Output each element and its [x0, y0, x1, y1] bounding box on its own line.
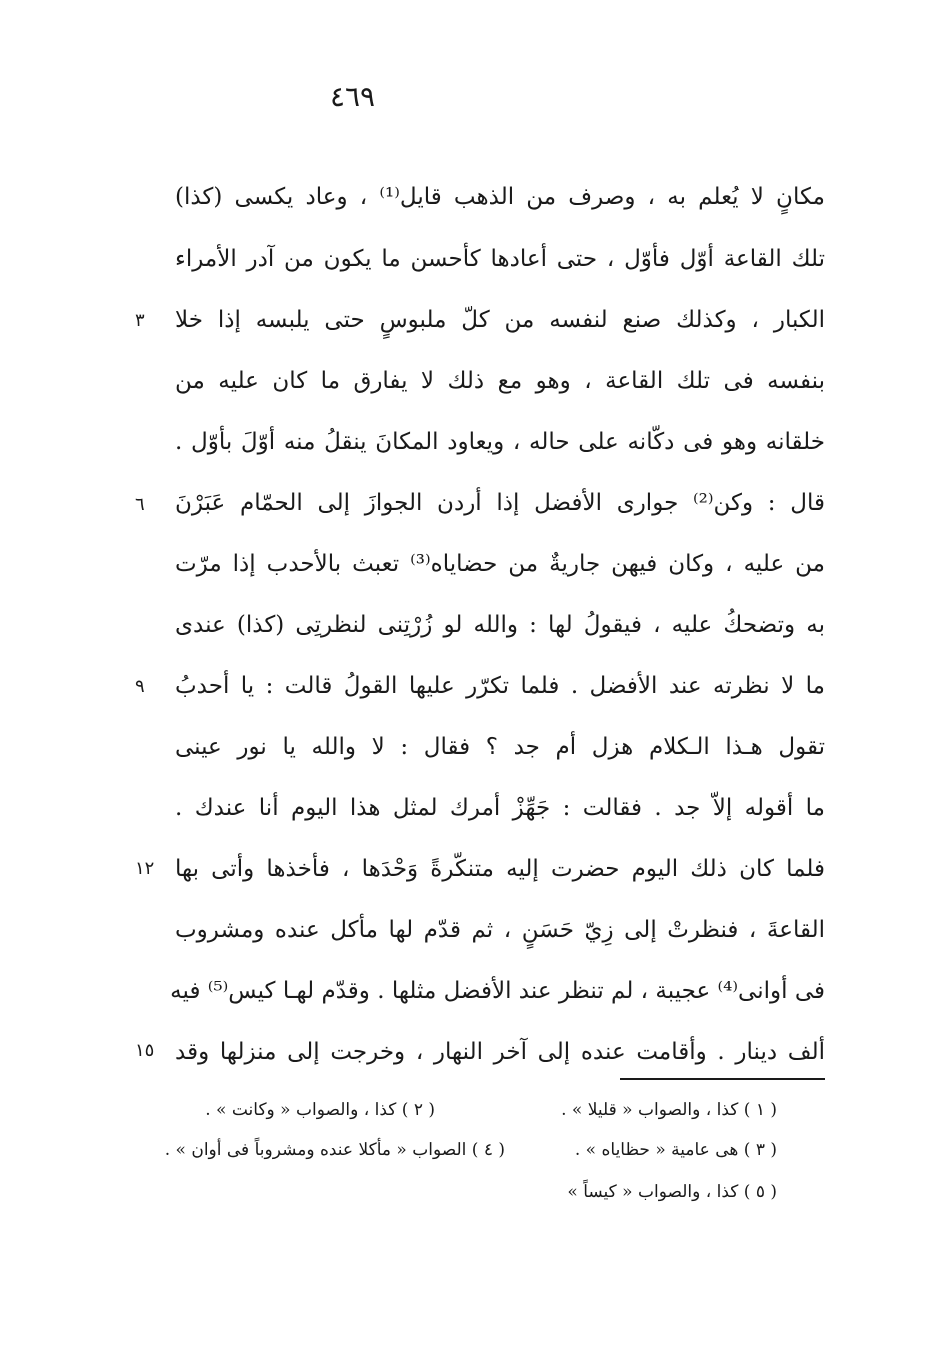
text-line-6: قال : وكن⁽²⁾ جوارى الأفضل إذا أردن الجوازَ إلى الحمّام عَبَرْنَ [175, 490, 825, 516]
footnote-5: ( ٥ ) كذا ، والصواب « كيساً » [567, 1182, 777, 1202]
text-line-15: ألف دينار . وأقامت عنده إلى آخر النهار ، وخرجت إلى منزلها وقد [175, 1039, 825, 1065]
footnote-4: ( ٤ ) الصواب « مأكلا عنده ومشروباً فى أوان » . [164, 1140, 505, 1160]
text-line-12: فلما كان ذلك اليوم حضرت إليه متنكّرةً وَحْدَها ، فأخذها وأتى بها [175, 856, 825, 882]
line-number-9: ٩ [135, 676, 145, 697]
text-line-3: الكبار ، وكذلك صنع لنفسه من كلّ ملبوسٍ حتى يلبسه إذا خلا [175, 307, 825, 333]
text-line-13: القاعةَ ، فنظرتْ إلى زِيّ حَسَنٍ ، ثم قدّم لها مأكل عنده ومشروب [175, 917, 825, 943]
footnote-1: ( ١ ) كذا ، والصواب « قليلا » . [561, 1100, 777, 1120]
line-number-6: ٦ [135, 494, 145, 515]
text-line-11: ما أقوله إلاّ جد . فقالت : جَهِّزْ أمرك لمثل هذا اليوم أنا عندك . [175, 795, 825, 821]
line-number-3: ٣ [135, 310, 145, 331]
text-line-8: به وتضحكُ عليه ، فيقولُ لها : والله لو زُرْتِنى لنظرتِى (كذا) عندى [175, 612, 825, 638]
text-line-9: ما لا نظرته عند الأفضل . فلما تكرّر عليها القولُ قالت : يا أحدبُ [175, 673, 825, 699]
text-line-2: تلك القاعة أوّل فأوّل ، حتى أعادها كأحسن ما يكون من آدر الأمراء [175, 246, 825, 272]
line-number-15: ١٥ [135, 1040, 155, 1061]
text-line-10: تقول هـذا الـكلام هزل أم جد ؟ فقال : لا والله يا نور عينى [175, 734, 825, 760]
text-line-1: مكانٍ لا يُعلم به ، وصرف من الذهب قايل⁽¹⁾ ، وعاد يكسى (كذا) [175, 184, 825, 210]
page-number: ٤٦٩ [329, 80, 376, 113]
footnote-2: ( ٢ ) كذا ، والصواب « وكانت » . [205, 1100, 435, 1120]
text-line-4: بنفسه فى تلك القاعة ، وهو مع ذلك لا يفارق ما كان عليه من [175, 368, 825, 394]
text-line-14: فى أوانى⁽⁴⁾ عجيبة ، لم تنظر عند الأفضل مثلها . وقدّم لهـا كيس⁽⁵⁾ فيه [170, 978, 825, 1004]
text-line-7: من عليه ، وكان فيهن جاريةٌ من حضاياه⁽³⁾ تعبث بالأحدب إذا مرّت [175, 551, 825, 577]
line-number-12: ١٢ [135, 858, 155, 879]
footnote-divider [620, 1078, 825, 1080]
footnote-3: ( ٣ ) هى عامية « حظاياه » . [574, 1140, 777, 1160]
text-line-5: خلقانه وهو فى دكّانه على حاله ، ويعاود المكانَ ينقلُ منه أوّلَ بأوّل . [175, 429, 825, 455]
